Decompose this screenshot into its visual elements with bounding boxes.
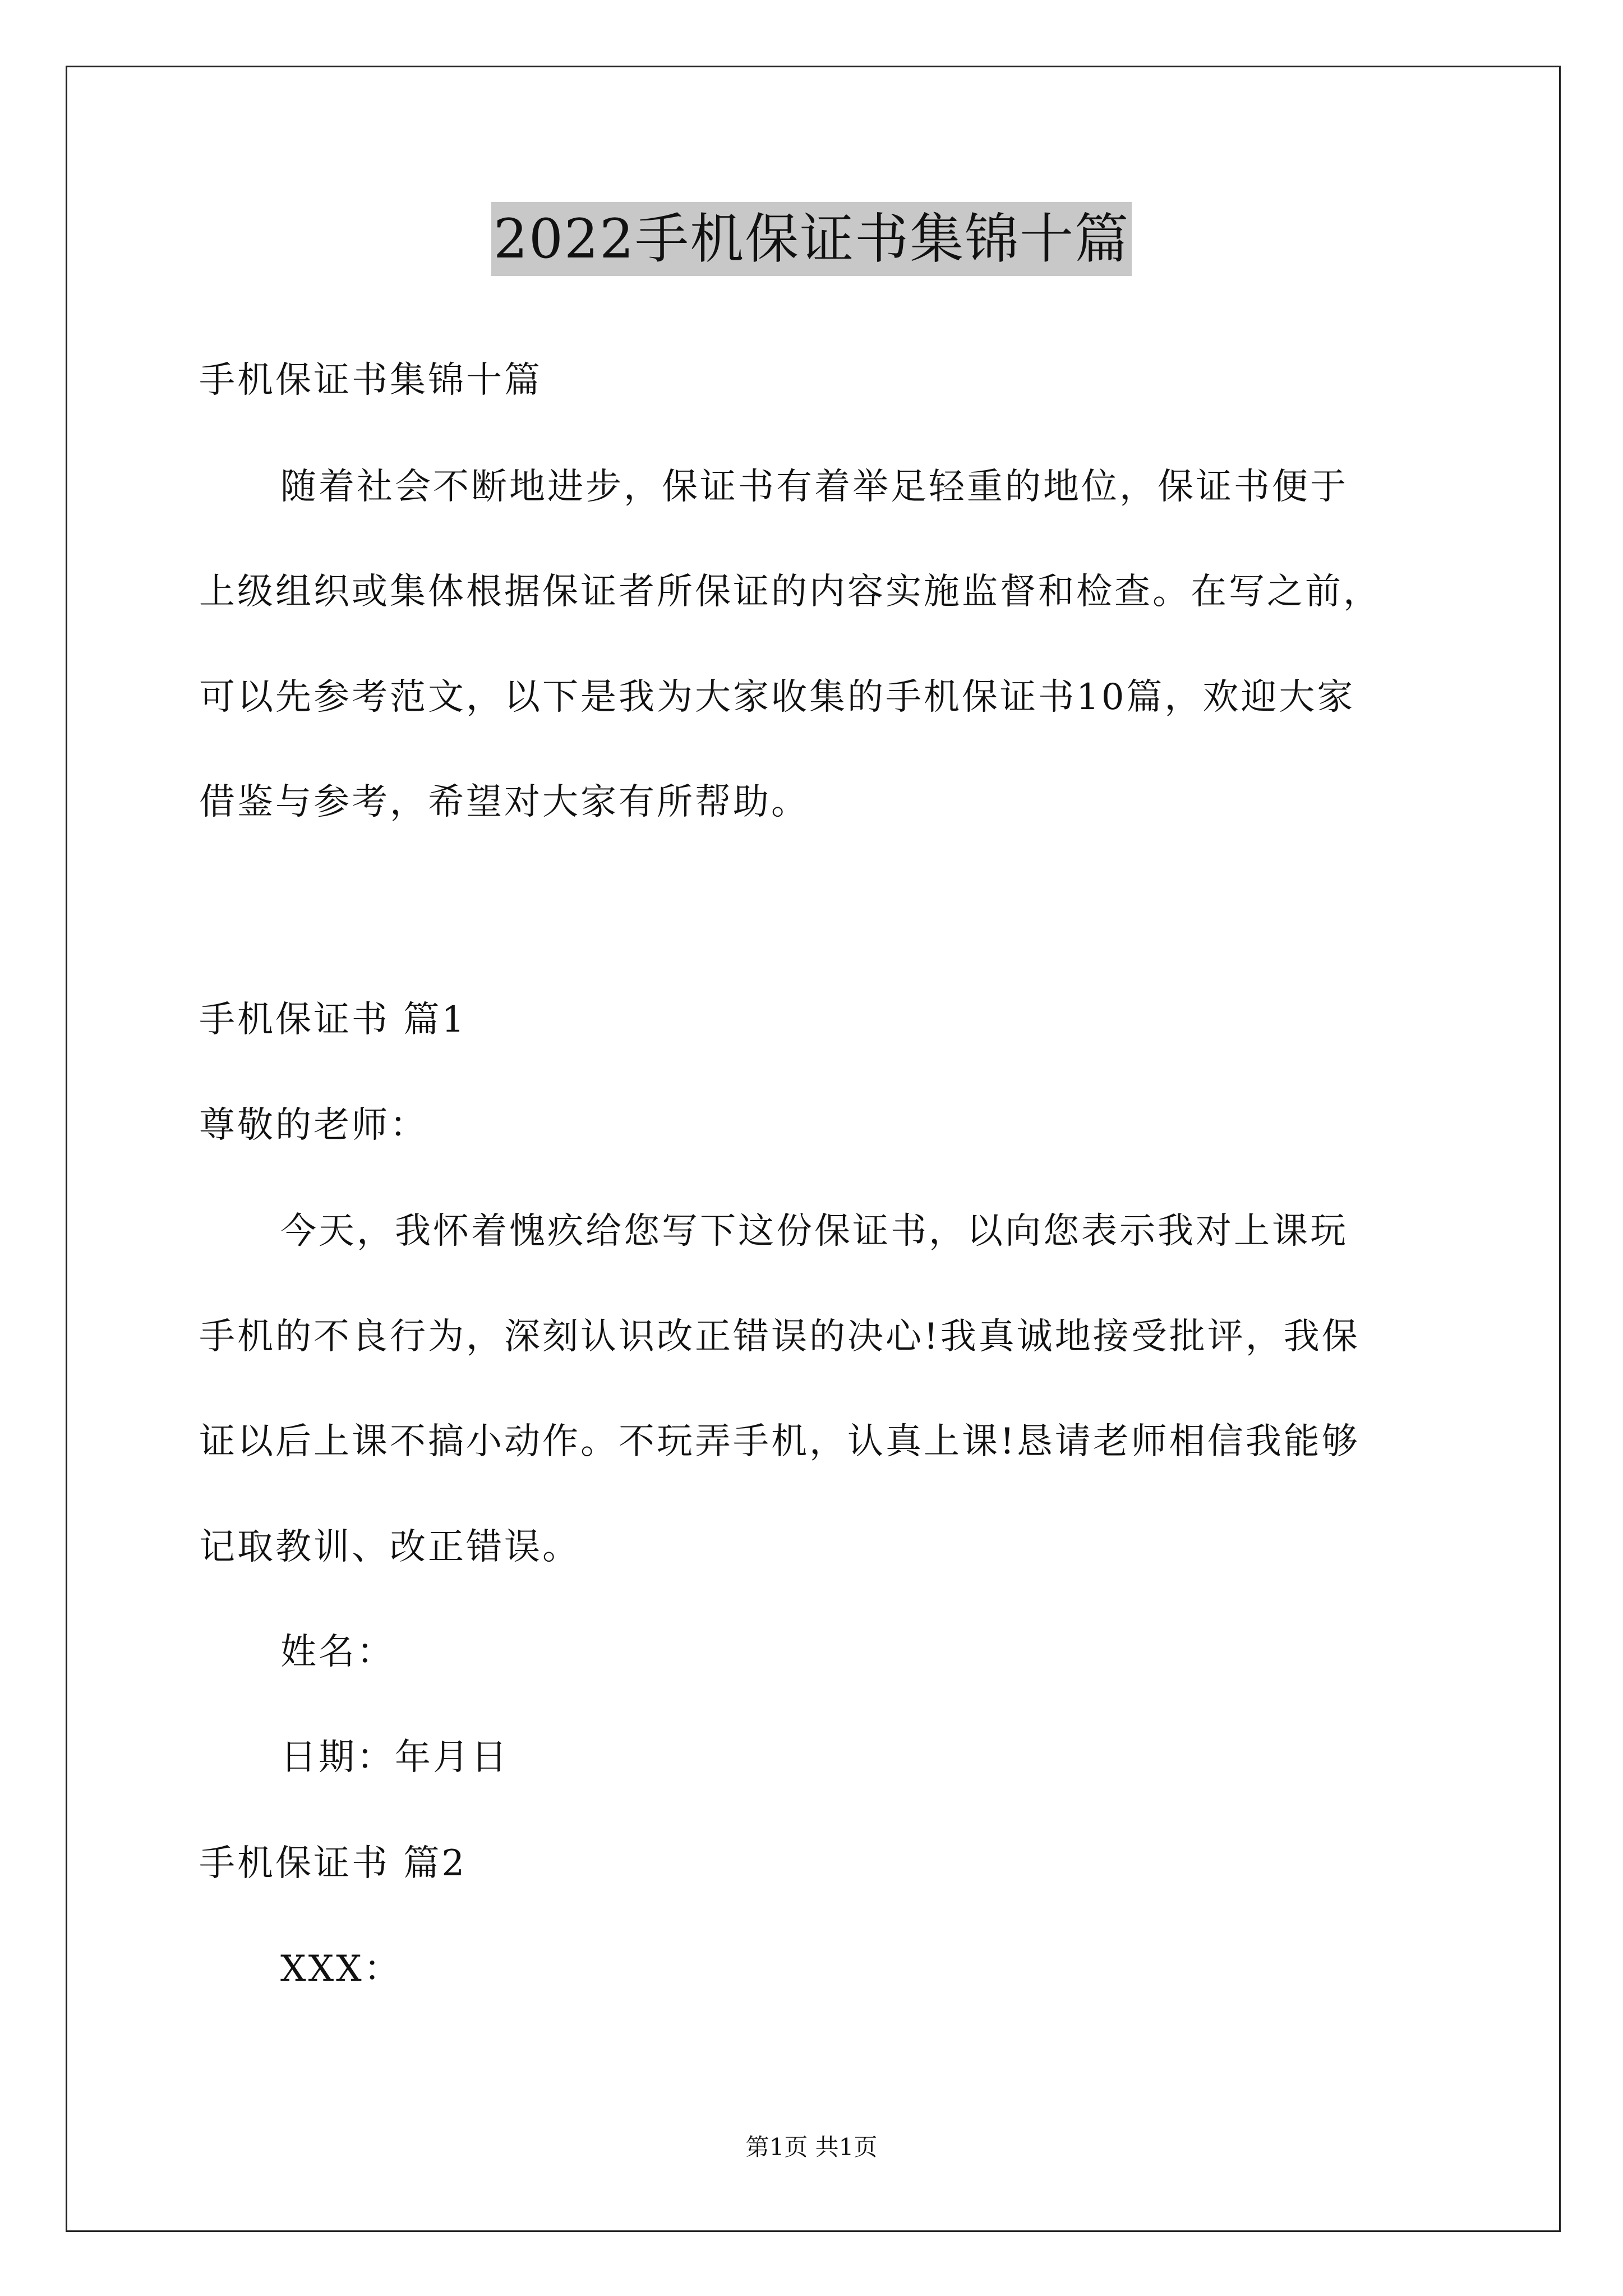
section1-heading: 手机保证书 篇1	[199, 999, 467, 1041]
document-subtitle: 手机保证书集锦十篇	[199, 360, 542, 401]
section1-date-label: 日期：年月日	[280, 1737, 509, 1778]
section1-body-line-1: 今天，我怀着愧疚给您写下这份保证书，以向您表示我对上课玩	[280, 1211, 1348, 1252]
section2-salutation: XXX：	[280, 1948, 402, 1990]
intro-line-3: 可以先参考范文，以下是我为大家收集的手机保证书10篇，欢迎大家	[199, 677, 1355, 718]
intro-line-1: 随着社会不断地进步，保证书有着举足轻重的地位，保证书便于	[280, 466, 1348, 508]
section1-name-label: 姓名：	[280, 1631, 395, 1673]
section2-heading: 手机保证书 篇2	[199, 1843, 467, 1884]
page-footer: 第1页 共1页	[745, 2133, 878, 2161]
intro-line-2: 上级组织或集体根据保证者所保证的内容实施监督和检查。在写之前，	[199, 571, 1381, 613]
title-container	[0, 202, 1623, 276]
section1-salutation: 尊敬的老师：	[199, 1105, 428, 1146]
section1-body-line-3: 证以后上课不搞小动作。不玩弄手机，认真上课!恳请老师相信我能够	[199, 1421, 1360, 1462]
intro-line-4: 借鉴与参考，希望对大家有所帮助。	[199, 781, 809, 823]
section1-body-line-2: 手机的不良行为，深刻认识改正错误的决心!我真诚地接受批评，我保	[199, 1316, 1360, 1358]
document-title: 2022手机保证书集锦十篇	[491, 202, 1132, 276]
section1-body-line-4: 记取教训、改正错误。	[199, 1526, 580, 1568]
